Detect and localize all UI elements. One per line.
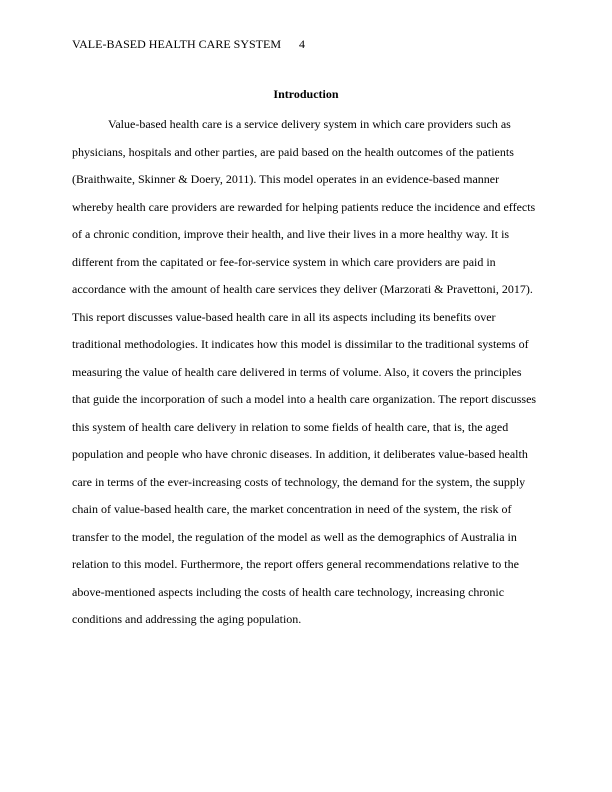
running-head-title: VALE-BASED HEALTH CARE SYSTEM xyxy=(72,37,282,51)
section-heading: Introduction xyxy=(273,87,339,101)
page-number: 4 xyxy=(299,37,306,51)
running-head xyxy=(72,37,305,52)
body-paragraph: Value-based health care is a service delivery system in which care providers such as physicians, hospitals and other parties, are paid based on the health outcomes of the patients (Braithwaite, Skinner & Doery, 2011). This model operates in an evidence-based manner whereby health care providers are rewarded for helping patients reduce the incidence and effects of a chronic condition, improve their health, and live their lives in a more healthy way. It is different from the capitated or fee-for-service system in which care providers are paid in accordance with the amount of health care services they deliver (Marzorati & Pravettoni, 2017). This report discusses value-based health care in all its aspects including its benefits over traditional methodologies. It indicates how this model is dissimilar to the traditional systems of measuring the value of health care delivered in terms of volume. Also, it covers the principles that guide the incorporation of such a model into a health care organization. The report discusses this system of health care delivery in relation to some fields of health care, that is, the aged population and people who have chronic diseases. In addition, it deliberates value-based health care in terms of the ever-increasing costs of technology, the demand for the system, the supply chain of value-based health care, the market concentration in need of the system, the risk of transfer to the model, the regulation of the model as well as the demographics of Australia in relation to this model. Furthermore, the report offers general recommendations relative to the above-mentioned aspects including the costs of health care technology, increasing chronic conditions and addressing the aging population. xyxy=(72,117,537,626)
